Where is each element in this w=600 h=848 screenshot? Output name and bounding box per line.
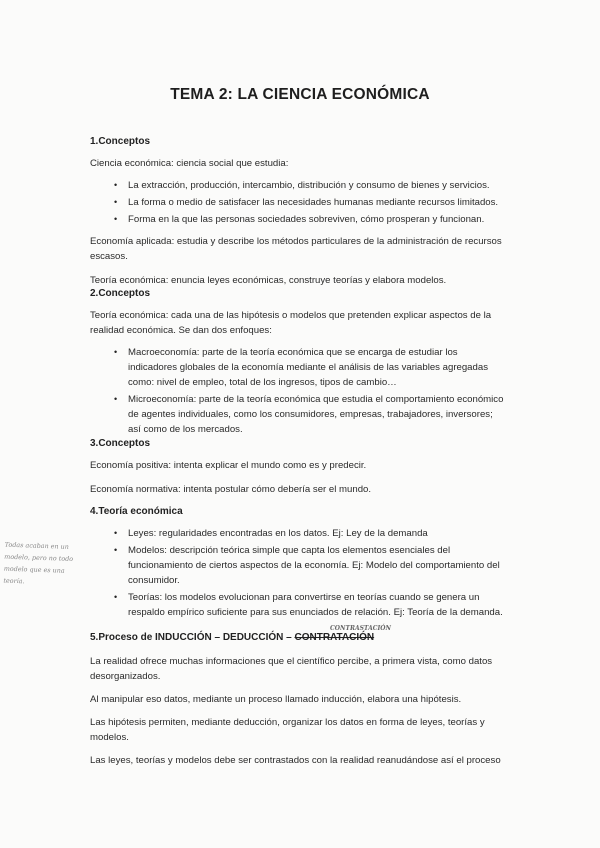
section-5 xyxy=(90,625,508,768)
handwritten-correction: CONTRASTACIÓN xyxy=(330,625,392,632)
bullet-icon: • xyxy=(114,592,118,602)
bullet-icon: • xyxy=(114,347,118,357)
economia-aplicada-text: Economía aplicada: estudia y describe los métodos particulares de la administración de recursos escasos. xyxy=(90,236,502,262)
list-item: • Microeconomía: parte de la teoría económica que estudia el comportamiento económico de agentes individuales, como los consumidores, empresas, trabajadores, inversores; así como de los mercados. xyxy=(114,394,504,435)
list-item: • Teorías: los modelos evolucionan para convertirse en teorías cuando se genera un respaldo empírico suficiente para sus enunciados de relación. Ej: Teoría de la demanda. xyxy=(114,592,503,618)
section-2-intro: Teoría económica: cada una de las hipótesis o modelos que pretenden explicar aspectos de la realidad económica. Se dan dos enfoques: xyxy=(90,310,492,336)
section-2 xyxy=(90,286,508,437)
bullet-icon: • xyxy=(114,180,118,190)
section-3 xyxy=(90,436,508,497)
page-title: TEMA 2: LA CIENCIA ECONÓMICA xyxy=(170,86,430,103)
section-1 xyxy=(90,134,508,288)
section-4-heading: 4.Teoría económica xyxy=(90,506,183,517)
list-item: • La extracción, producción, intercambio, distribución y consumo de bienes y servicios. xyxy=(114,180,490,191)
paragraph: Al manipular eso datos, mediante un proceso llamado inducción, elabora una hipótesis. xyxy=(90,694,462,705)
teoria-economica-text: Teoría económica: enuncia leyes económicas, construye teorías y elabora modelos. xyxy=(90,275,447,286)
list-item: • Modelos: descripción teórica simple que capta los elementos esenciales del funcionamiento de ciertos aspectos de la economía. Ej: Modelo del comportamiento del consumidor. xyxy=(114,545,500,586)
paragraph: La realidad ofrece muchas informaciones que el científico percibe, a primera vista, como datos desorganizados. xyxy=(90,656,493,682)
section-4-list xyxy=(90,526,508,620)
section-2-heading: 2.Conceptos xyxy=(90,288,151,299)
struck-word: CONTRATACIÓN xyxy=(294,632,375,643)
section-3-heading: 3.Conceptos xyxy=(90,438,151,449)
bullet-icon: • xyxy=(114,197,118,207)
bullet-icon: • xyxy=(114,545,118,555)
section-4 xyxy=(90,504,508,620)
bullet-icon: • xyxy=(114,394,118,404)
list-item: • Macroeconomía: parte de la teoría económica que se encarga de estudiar los indicadores globales de la economía mediante el análisis de las variables agregadas como: nivel de empleo, total de los ingresos, tipos de cambio… xyxy=(114,347,488,388)
section-1-list xyxy=(90,178,508,227)
section-2-list xyxy=(90,345,508,437)
list-item: • La forma o medio de satisfacer las necesidades humanas mediante recursos limitados. xyxy=(114,197,499,208)
economia-positiva-text: Economía positiva: intenta explicar el mundo como es y predecir. xyxy=(90,460,367,471)
handwritten-margin-note: Todas acaban en un modelo, pero no todo modelo que es una teoría. xyxy=(3,540,74,586)
economia-normativa-text: Economía normativa: intenta postular cómo debería ser el mundo. xyxy=(90,484,372,495)
bullet-icon: • xyxy=(114,528,118,538)
list-item: • Leyes: regularidades encontradas en los datos. Ej: Ley de la demanda xyxy=(114,528,428,539)
paragraph: Las hipótesis permiten, mediante deducción, organizar los datos en forma de leyes, teorías y modelos. xyxy=(90,717,485,743)
section-1-intro: Ciencia económica: ciencia social que estudia: xyxy=(90,158,289,169)
section-1-heading: 1.Conceptos xyxy=(90,136,151,147)
bullet-icon: • xyxy=(114,214,118,224)
paragraph: Las leyes, teorías y modelos debe ser contrastados con la realidad reanudándose así el proceso xyxy=(90,755,501,766)
list-item: • Forma en la que las personas sociedades sobreviven, cómo prosperan y funcionan. xyxy=(114,214,485,225)
section-5-heading: 5.Proceso de INDUCCIÓN – DEDUCCIÓN – CONTRATACIÓN CONTRASTACIÓN xyxy=(90,630,508,645)
